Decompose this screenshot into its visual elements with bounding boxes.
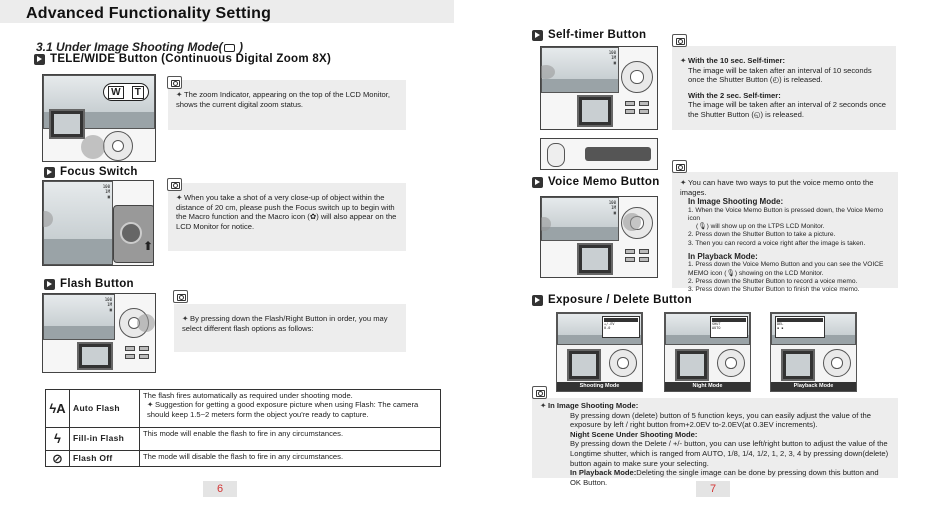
mini-button	[639, 257, 649, 262]
timer-shutter-illustration	[540, 138, 658, 170]
section-timer-label: Self-timer Button	[548, 29, 647, 41]
flash-button-highlight	[137, 314, 155, 332]
fill-flash-name: Fill-in Flash	[70, 428, 140, 451]
lcd-monitor	[781, 349, 815, 381]
mini-button	[625, 101, 635, 106]
star-bullet-icon: ✦	[182, 314, 189, 323]
mini-button	[139, 354, 149, 359]
flash-off-icon: ⊘	[46, 451, 70, 467]
lcd-preview	[43, 294, 115, 340]
lcd-monitor	[577, 95, 613, 127]
microphone-icon: 🎙	[698, 223, 707, 231]
auto-flash-desc-text: The flash fires automatically as required under shooting mode.	[143, 391, 353, 400]
section-arrow-icon	[532, 177, 543, 188]
section-focus-label: Focus Switch	[60, 166, 138, 178]
section-flash-heading	[44, 278, 134, 290]
voice-play-step-end: ) showing on the LCD Monitor.	[734, 269, 824, 277]
exposure-info-box	[532, 398, 898, 487]
mini-button	[139, 346, 149, 351]
timer-2-icon: ◵	[753, 109, 761, 119]
timer-10-text: The image will be taken after an interval of 10 seconds once the Shutter Button (	[688, 65, 872, 85]
auto-flash-tip-text: Suggestion for getting a good exposure picture when using Flash: The camera should keep 1.5~2 meters form the object you're ready to capture.	[147, 400, 419, 419]
voice-camera-illustration	[540, 196, 658, 278]
section-flash-label: Flash Button	[60, 278, 134, 290]
star-bullet-icon: ✦	[680, 178, 687, 187]
fill-flash-icon: ϟ	[46, 428, 70, 451]
shutter-menu: SHUT AUTO	[710, 316, 748, 338]
section-timer-heading	[532, 29, 646, 41]
zoom-button-pill	[103, 83, 149, 101]
exp-shoot-heading: In Image Shooting Mode:	[548, 401, 639, 410]
voice-shoot-step-open: (	[696, 223, 699, 231]
timer-2-heading: With the 2 sec. Self-timer:	[688, 90, 781, 100]
section-arrow-icon	[532, 295, 543, 306]
exp-night-text: By pressing down the Delete / +/- button, you can use left/right button to adjust the value of the Longtime shutter, which is ranged from AUTO, 1/8, 1/4, 1/2, 1, 2, 3, 4 by pressing down(delete) button again to make sure your selecting.	[570, 439, 889, 468]
lcd-preview	[541, 197, 619, 241]
mini-button	[625, 109, 635, 114]
mini-button	[125, 346, 135, 351]
star-bullet-icon: ✦	[680, 56, 687, 65]
zoom-text: The zoom Indicator, appearing on the top of the LCD Monitor, shows the current digital zoom status.	[176, 90, 390, 109]
fill-flash-desc: This mode will enable the flash to fire in any circumstances.	[140, 428, 441, 451]
flash-camera-illustration	[42, 293, 156, 373]
mode-caption: Night Mode	[665, 382, 750, 391]
section-arrow-icon	[44, 167, 55, 178]
osd-readout: 100 1M ▣	[608, 50, 616, 65]
macro-icon: ✿	[309, 212, 317, 222]
exp-shoot-block	[540, 401, 890, 411]
voice-shoot-step: 1. When the Voice Memo Button is pressed down, the Voice Memo icon	[688, 206, 883, 222]
exp-night-heading: Night Scene Under Shooting Mode:	[570, 429, 698, 439]
subtitle-text: 3.1 Under Image Shooting Mode(	[36, 40, 223, 54]
voice-shoot-heading: In Image Shooting Mode:	[688, 197, 784, 207]
highlight-circle	[81, 135, 105, 159]
star-bullet-icon: ✦	[540, 401, 547, 410]
page-subtitle	[36, 40, 243, 54]
lcd-monitor	[567, 349, 601, 381]
voice-shoot-steps	[680, 207, 890, 248]
section-exposure-heading	[532, 294, 692, 306]
flash-off-desc: The mode will disable the flash to fire in any circumstances.	[140, 451, 441, 467]
flash-info-box	[174, 304, 406, 352]
mini-button	[625, 249, 635, 254]
control-dial	[621, 61, 653, 93]
right-page	[476, 0, 951, 517]
voice-play-step-text: 1. Press down the Voice Memo Button and you can see the VOICE MEMO icon (	[688, 261, 884, 277]
table-row	[46, 451, 441, 467]
control-dial	[717, 349, 745, 377]
section-arrow-icon	[34, 54, 45, 65]
camera-tag-icon	[167, 178, 182, 191]
voice-intro-text: You can have two ways to put the voice memo onto the images.	[680, 178, 874, 197]
camera-tag-icon	[532, 386, 547, 399]
camera-tag-icon	[672, 34, 687, 47]
timer-2-text-block	[680, 100, 888, 119]
section-voice-label: Voice Memo Button	[548, 176, 660, 188]
timer-info-box	[672, 46, 896, 130]
mini-button	[625, 257, 635, 262]
camera-tag-icon	[672, 160, 687, 173]
voice-play-step	[688, 261, 890, 277]
mini-button	[639, 249, 649, 254]
flash-modes-table	[45, 389, 441, 467]
voice-info-box	[672, 172, 898, 293]
voice-play-steps	[680, 261, 890, 294]
focus-text-end: ) will also appear on the LCD Monitor for notice.	[176, 212, 397, 231]
timer-10-heading: With the 10 sec. Self-timer:	[688, 56, 785, 65]
mini-button	[639, 101, 649, 106]
control-dial	[103, 131, 133, 161]
camera-top-view	[585, 147, 651, 161]
table-row	[46, 390, 441, 428]
timer-10-icon: ◴	[772, 75, 780, 85]
playback-mode-illustration	[770, 312, 857, 392]
lcd-monitor	[77, 342, 113, 370]
wide-label: W	[108, 86, 123, 99]
timer-2-end: ) is released.	[760, 109, 804, 119]
flash-off-name: Flash Off	[70, 451, 140, 467]
focus-text: When you take a shot of a very close-up of object within the distance of 20 cm, please push the Focus switch up to begin with the Macro function and the Macro icon (	[176, 193, 395, 222]
page-number: 7	[696, 481, 730, 497]
tele-label: T	[132, 86, 144, 99]
exp-play-text: Deleting the single image can be done by pressing down this button and OK Button.	[570, 468, 879, 487]
exp-shoot-text: By pressing down (delete) button of 5 function keys, you can easily adjust the value of the exposure by left / right button from+2.0EV to-2.0EV(at 0.3EV increments).	[570, 410, 871, 430]
voice-play-step: 3. Press down the Shutter Button to finish the voice memo.	[688, 286, 860, 293]
exp-play-heading: In Playback Mode:	[570, 468, 637, 478]
timer-10-text-block	[680, 66, 888, 85]
mini-button	[125, 354, 135, 359]
night-mode-illustration	[664, 312, 751, 392]
voice-intro	[680, 178, 890, 197]
timer-10-end: ) is released.	[779, 75, 823, 85]
voice-button-highlight	[623, 213, 641, 231]
control-dial	[823, 349, 851, 377]
lcd-monitor	[49, 109, 85, 139]
table-row	[46, 428, 441, 451]
voice-shoot-step: 3. Then you can record a voice right after the image is taken.	[688, 239, 866, 247]
osd-readout: 100 1M ▣	[102, 184, 110, 199]
focus-camera-illustration	[42, 180, 154, 266]
auto-flash-desc	[140, 390, 441, 428]
focus-info-box	[168, 183, 406, 251]
voice-play-step: 2. Press down the Shutter Button to record a voice memo.	[688, 277, 858, 285]
shooting-mode-illustration	[556, 312, 643, 392]
osd-readout: 100 1M ▣	[608, 200, 616, 215]
section-arrow-icon	[44, 279, 55, 290]
section-voice-heading	[532, 176, 660, 188]
section-focus-heading	[44, 166, 138, 178]
section-exposure-label: Exposure / Delete Button	[548, 294, 692, 306]
section-zoom-heading	[34, 53, 331, 65]
timer-10-block	[680, 56, 888, 66]
auto-flash-name: Auto Flash	[70, 390, 140, 428]
hand-icon	[547, 143, 565, 167]
flash-text: By pressing down the Flash/Right Button in order, you may select different flash options as follows:	[182, 314, 388, 333]
ev-menu: +/-EV 0.0	[602, 316, 640, 338]
auto-flash-tip	[143, 400, 437, 419]
camera-icon	[224, 44, 235, 52]
osd-readout: 100 1M ▣	[104, 297, 112, 312]
page-title: Advanced Functionality Setting	[26, 5, 272, 22]
camera-side-view	[113, 205, 154, 263]
timer-2-text: The image will be taken after an interval of 2 seconds once the Shutter Button (	[688, 100, 886, 119]
lcd-monitor	[675, 349, 709, 381]
zoom-info-box	[168, 80, 406, 130]
star-bullet-icon: ✦	[176, 90, 183, 99]
lcd-monitor	[577, 243, 613, 275]
page-number: 6	[203, 481, 237, 497]
camera-tag-icon	[173, 290, 188, 303]
star-bullet-icon: ✦	[147, 400, 154, 410]
voice-shoot-step: 2. Press down the Shutter Button to take a picture.	[688, 231, 836, 239]
voice-play-heading: In Playback Mode:	[688, 251, 758, 261]
timer-camera-illustration	[540, 46, 658, 130]
section-zoom-label: TELE/WIDE Button (Continuous Digital Zoom 8X)	[50, 53, 332, 65]
microphone-icon: 🎙	[726, 269, 735, 277]
lcd-preview	[43, 181, 113, 265]
mode-caption: Playback Mode	[771, 382, 856, 391]
auto-flash-icon: ϟA	[46, 390, 70, 428]
delete-menu: DEL ▪ ▪	[775, 316, 825, 338]
zoom-camera-illustration	[42, 74, 156, 162]
section-arrow-icon	[532, 30, 543, 41]
mini-button	[639, 109, 649, 114]
star-bullet-icon: ✦	[176, 193, 183, 202]
voice-shoot-step	[688, 223, 890, 231]
control-dial	[609, 349, 637, 377]
camera-tag-icon	[167, 76, 182, 89]
subtitle-end: )	[235, 40, 244, 54]
up-arrow-icon: ⬆	[143, 239, 154, 253]
voice-shoot-step-close: ) will show up on the LTPS LCD Monitor.	[706, 223, 825, 231]
mode-caption: Shooting Mode	[557, 382, 642, 391]
